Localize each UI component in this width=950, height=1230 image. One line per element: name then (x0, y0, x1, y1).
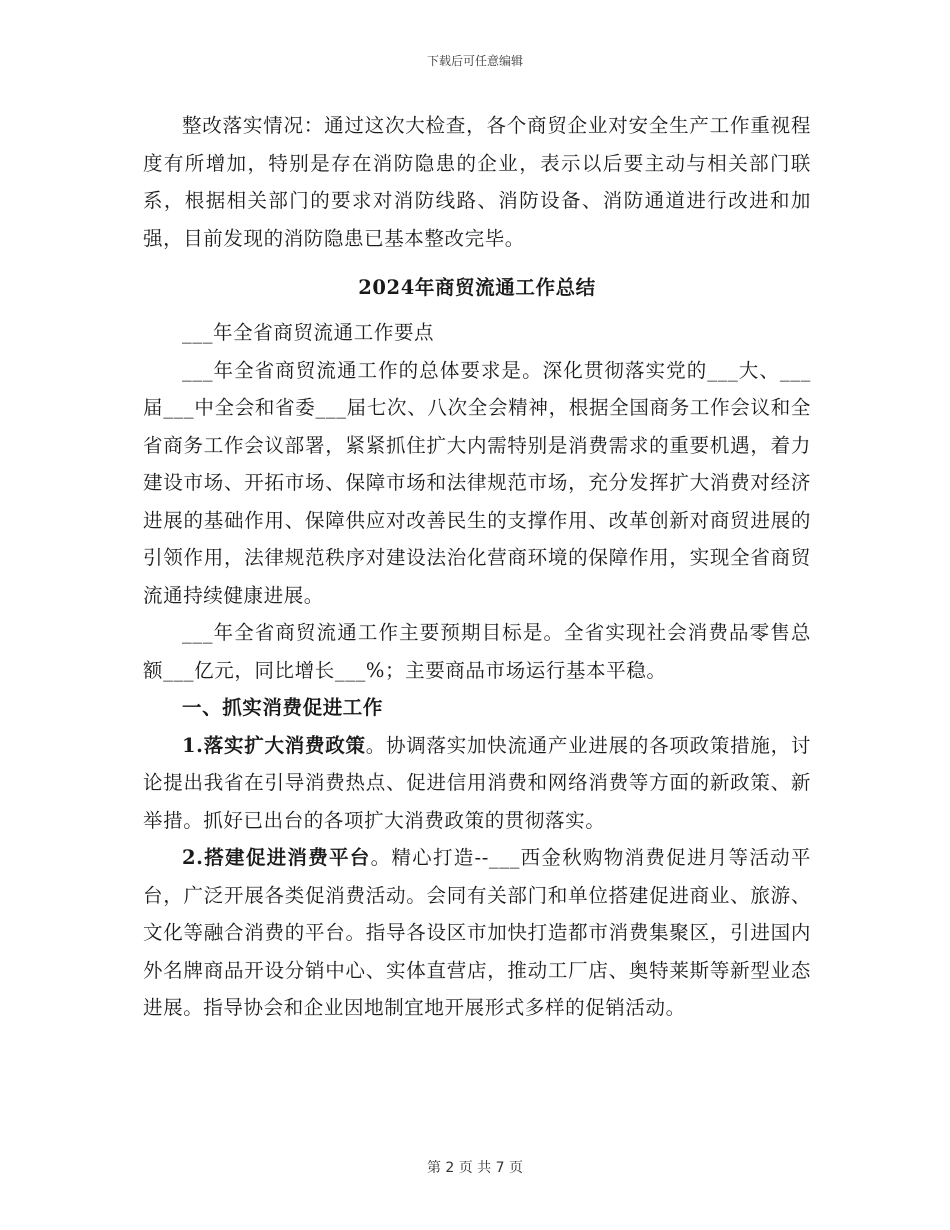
paragraph-key-points: ___年全省商贸流通工作要点 (182, 321, 435, 344)
item-text-consumption-policy: 。协调落实加快流通产业进展的各项政策措施，讨论提出我省在引导消费热点、促进信用消费和网络消费等方面的新政策、新举措。抓好已出台的各项扩大消费政策的贯彻落实。 (143, 733, 812, 832)
list-item-consumption-platform (143, 839, 811, 1027)
page-header-note: 下载后可任意编辑 (426, 54, 523, 68)
item-text-consumption-platform: 。精心打造--___西金秋购物消费促进月等活动平台，广泛开展各类促消费活动。会同有关部门和单位搭建促进商业、旅游、文化等融合消费的平台。指导各设区市加快打造都市消费集聚区，引进国内外名牌商品开设分销中心、实体直营店，推动工厂店、奥特莱斯等新型业态进展。指导协会和企业因地制宜地开展形式多样的促销活动。 (143, 846, 812, 1019)
document-title: 2024年商贸流通工作总结 (358, 276, 596, 299)
paragraph-expected-targets: ___年全省商贸流通工作主要预期目标是。全省实现社会消费品零售总额___亿元，同比增长___%；主要商品市场运行基本平稳。 (143, 621, 811, 682)
item-lead-consumption-policy: 1.落实扩大消费政策 (182, 733, 366, 757)
paragraph-overall-requirements: ___年全省商贸流通工作的总体要求是。深化贯彻落实党的___大、___届___中全会和省委___届七次、八次全会精神，根据全国商务工作会议和全省商务工作会议部署，紧紧抓住扩大内需特别是消费需求的重要机遇，着力建设市场、开拓市场、保障市场和法律规范市场，充分发挥扩大消费对经济进展的基础作用、保障供应对改善民生的支撑作用、改革创新对商贸进展的引领作用，法律规范秩序对建设法治化营商环境的保障作用，实现全省商贸流通持续健康进展。 (143, 358, 811, 607)
list-item-consumption-policy (143, 727, 811, 840)
section-heading-consumption: 一、抓实消费促进工作 (182, 696, 384, 719)
document-body (143, 107, 811, 1027)
item-lead-consumption-platform: 2.搭建促进消费平台 (182, 846, 371, 869)
paragraph-rectification: 整改落实情况：通过这次大检查，各个商贸企业对安全生产工作重视程度有所增加，特别是存在消防隐患的企业，表示以后要主动与相关部门联系，根据相关部门的要求对消防线路、消防设备、消防通道进行改进和加强，目前发现的消防隐患已基本整改完毕。 (143, 114, 811, 250)
page-number-footer: 第 2 页 共 7 页 (426, 1160, 524, 1176)
